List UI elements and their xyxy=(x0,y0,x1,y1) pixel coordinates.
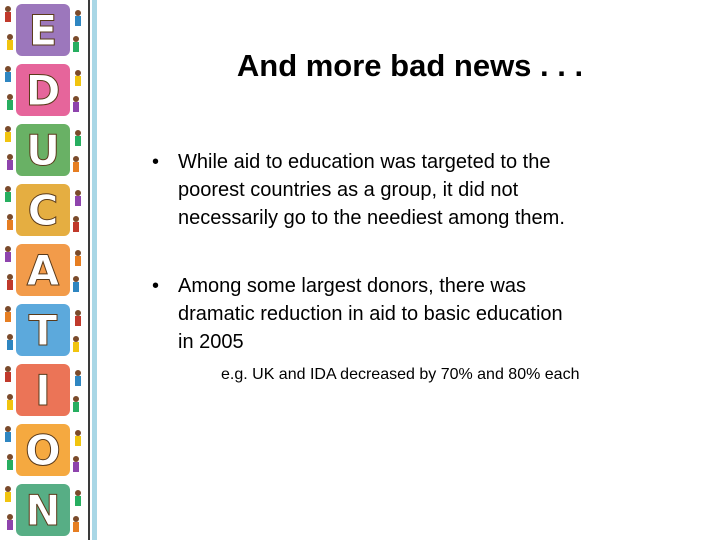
education-letter-c xyxy=(5,184,81,236)
education-letter-o xyxy=(5,424,81,476)
bullet-marker: • xyxy=(152,275,160,297)
bullet-list xyxy=(148,148,668,356)
svg-text:A: A xyxy=(26,246,60,295)
bullet-line: dramatic reduction in aid to basic education xyxy=(178,303,563,325)
svg-text:D: D xyxy=(25,66,61,115)
education-letters-image xyxy=(0,0,86,540)
svg-text:C: C xyxy=(27,186,59,235)
education-letter-i xyxy=(5,364,81,416)
bullet-item xyxy=(148,272,668,356)
education-letter-a xyxy=(5,244,81,296)
svg-text:E: E xyxy=(28,6,58,55)
bullet-line: necessarily go to the neediest among them. xyxy=(178,207,565,229)
slide-title: And more bad news . . . xyxy=(236,48,584,83)
bullet-marker: • xyxy=(152,151,160,173)
bullet-line: in 2005 xyxy=(178,331,244,353)
sidebar-divider-light xyxy=(92,0,97,540)
sub-note: e.g. UK and IDA decreased by 70% and 80% each xyxy=(221,366,580,383)
sidebar-divider-dark xyxy=(88,0,90,540)
education-letter-d xyxy=(5,64,81,116)
education-letter-e xyxy=(5,4,81,56)
svg-text:I: I xyxy=(35,366,51,415)
education-letter-t xyxy=(5,304,81,356)
svg-text:T: T xyxy=(28,306,58,355)
education-letter-u xyxy=(5,124,81,176)
bullet-line: Among some largest donors, there was xyxy=(178,275,526,297)
education-letter-n xyxy=(5,484,81,536)
svg-text:N: N xyxy=(25,486,61,535)
bullet-line: While aid to education was targeted to the xyxy=(178,151,551,173)
bullet-item xyxy=(148,148,668,232)
education-letters-artwork xyxy=(0,0,100,540)
bullet-line: poorest countries as a group, it did not xyxy=(178,179,519,201)
svg-text:U: U xyxy=(25,126,61,175)
svg-text:O: O xyxy=(25,426,61,475)
